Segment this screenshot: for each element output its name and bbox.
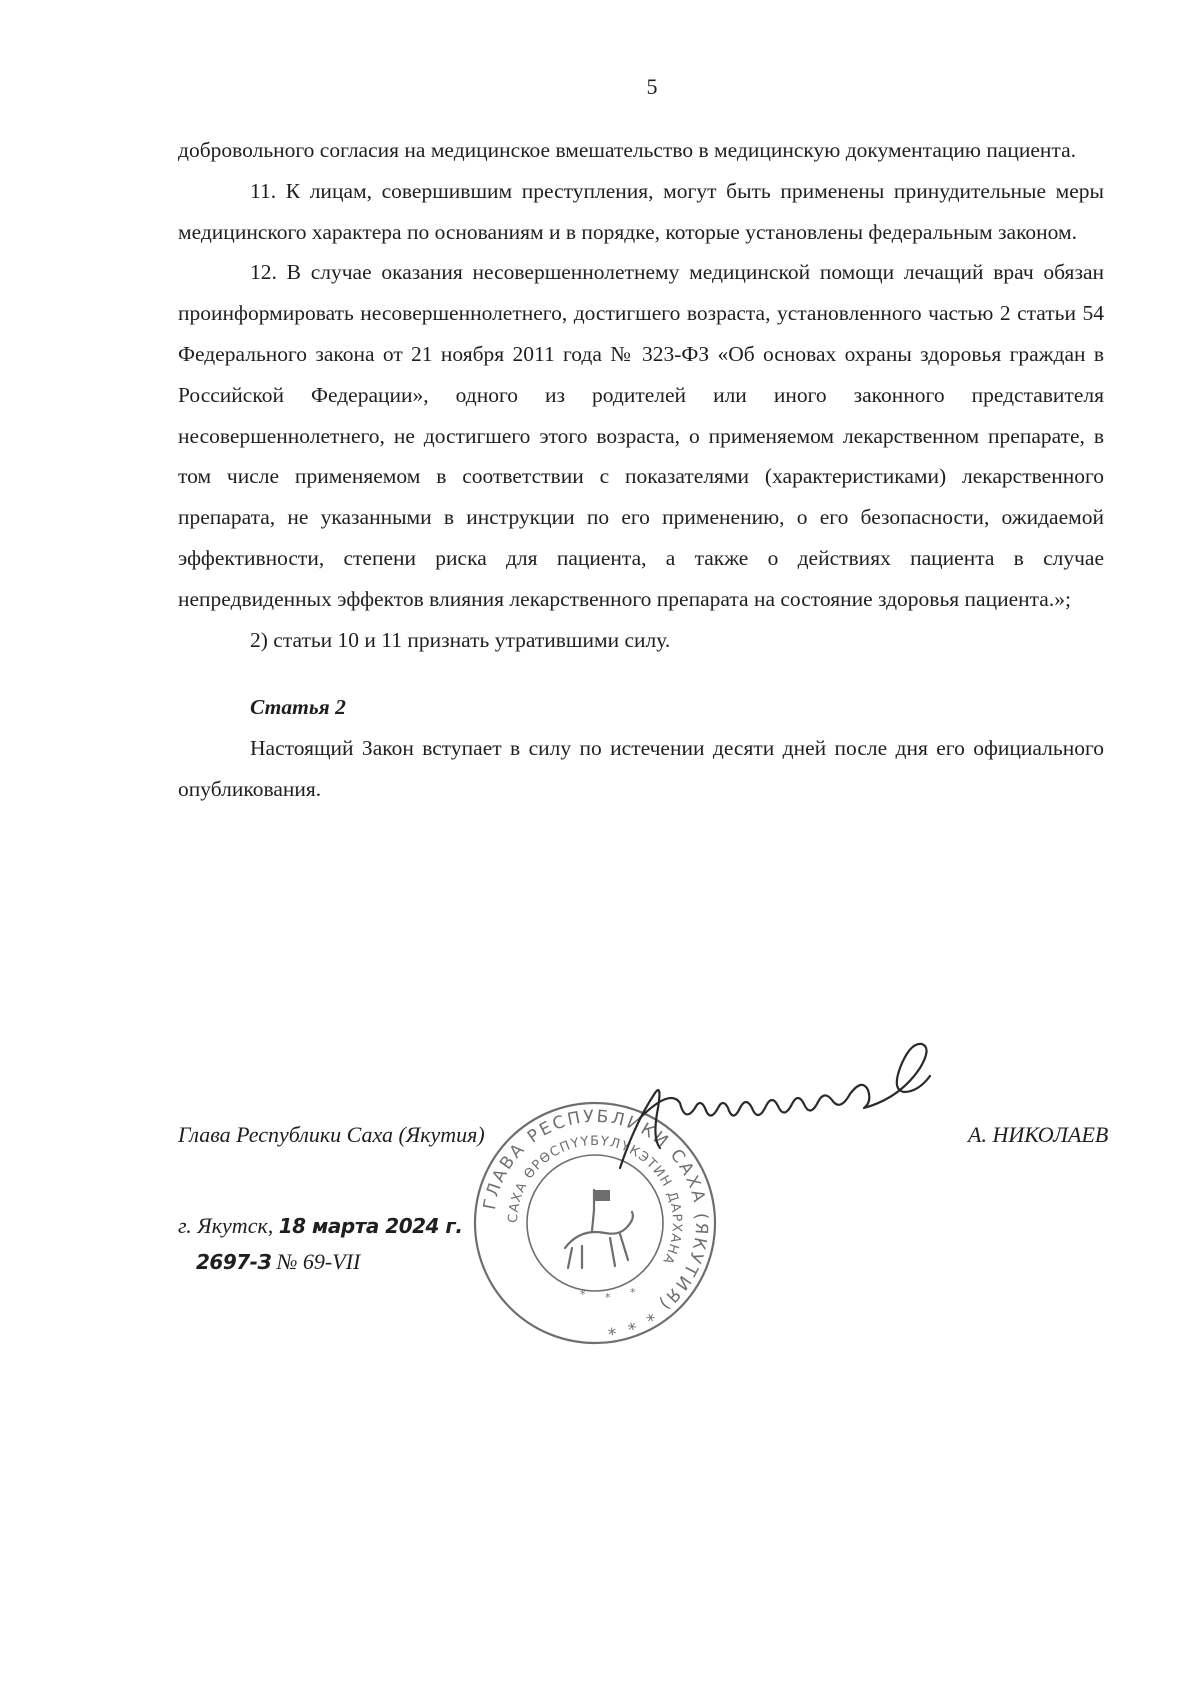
seal-inner-ring (527, 1155, 663, 1291)
registration-number: № 69-VII (276, 1249, 361, 1274)
article-2-text: Настоящий Закон вступает в силу по истечении десяти дней после дня его официального опубликования. (178, 736, 1104, 801)
handwritten-signature (600, 1028, 980, 1178)
svg-text:ГЛАВА РЕСПУБЛИКИ САХА (ЯКУТИЯ): ГЛАВА РЕСПУБЛИКИ САХА (ЯКУТИЯ) * * * (479, 1106, 712, 1339)
registration-line (196, 1249, 360, 1275)
svg-text:*: * (580, 1288, 586, 1301)
handwritten-date: 18 марта 2024 г. (278, 1214, 463, 1238)
svg-text:САХА ӨРӨСПҮҮБҮЛҮКЭТИН ДАРХАНА: САХА ӨРӨСПҮҮБҮЛҮКЭТИН ДАРХАНА (505, 1133, 685, 1268)
document-body (178, 130, 1104, 810)
official-seal (470, 1098, 720, 1348)
paragraph-continuation: добровольного согласия на медицинское вмешательство в медицинскую документацию пациента. (178, 138, 1077, 162)
paragraph-item-2: 2) статьи 10 и 11 признать утратившими силу. (250, 627, 671, 652)
article-2-heading: Статья 2 (250, 695, 346, 720)
svg-text:*: * (605, 1291, 611, 1304)
handwritten-registration: 2697-З (196, 1250, 272, 1274)
city: г. Якутск, (178, 1213, 274, 1238)
place-date-line (178, 1213, 462, 1239)
svg-text:*: * (630, 1286, 636, 1299)
signatory-title: Глава Республики Саха (Якутия) (178, 1122, 485, 1147)
seal-outer-ring (475, 1103, 715, 1343)
paragraph-12: 12. В случае оказания несовершеннолетнему медицинской помощи лечащий врач обязан проинформировать несовершеннолетнего, достигшего возраста, установленного частью 2 статьи 54 Федерального закона от 21 ноября 2011 года № 323-ФЗ «Об основах охраны здоровья граждан в Российской Федерации», одного из родителей или иного законного представителя несовершеннолетнего, не достигшего этого возраста, о применяемом лекарственном препарате, в том числе применяемом в соответствии с показателями (характеристиками) лекарственного препарата, не указанными в инструкции по его применению, о его безопасности, ожидаемой эффективности, степени риска для пациента, а также о действиях пациента в случае непредвиденных эффектов влияния лекарственного препарата на состояние здоровья пациента.»; (178, 260, 1104, 611)
paragraph-11: 11. К лицам, совершившим преступления, могут быть применены принудительные меры медицинского характера по основаниям и в порядке, которые установлены федеральным законом. (178, 178, 1104, 244)
page-number: 5 (646, 74, 658, 99)
seal-emblem-rider (565, 1190, 633, 1268)
signatory-name: А. НИКОЛАЕВ (968, 1122, 1109, 1147)
